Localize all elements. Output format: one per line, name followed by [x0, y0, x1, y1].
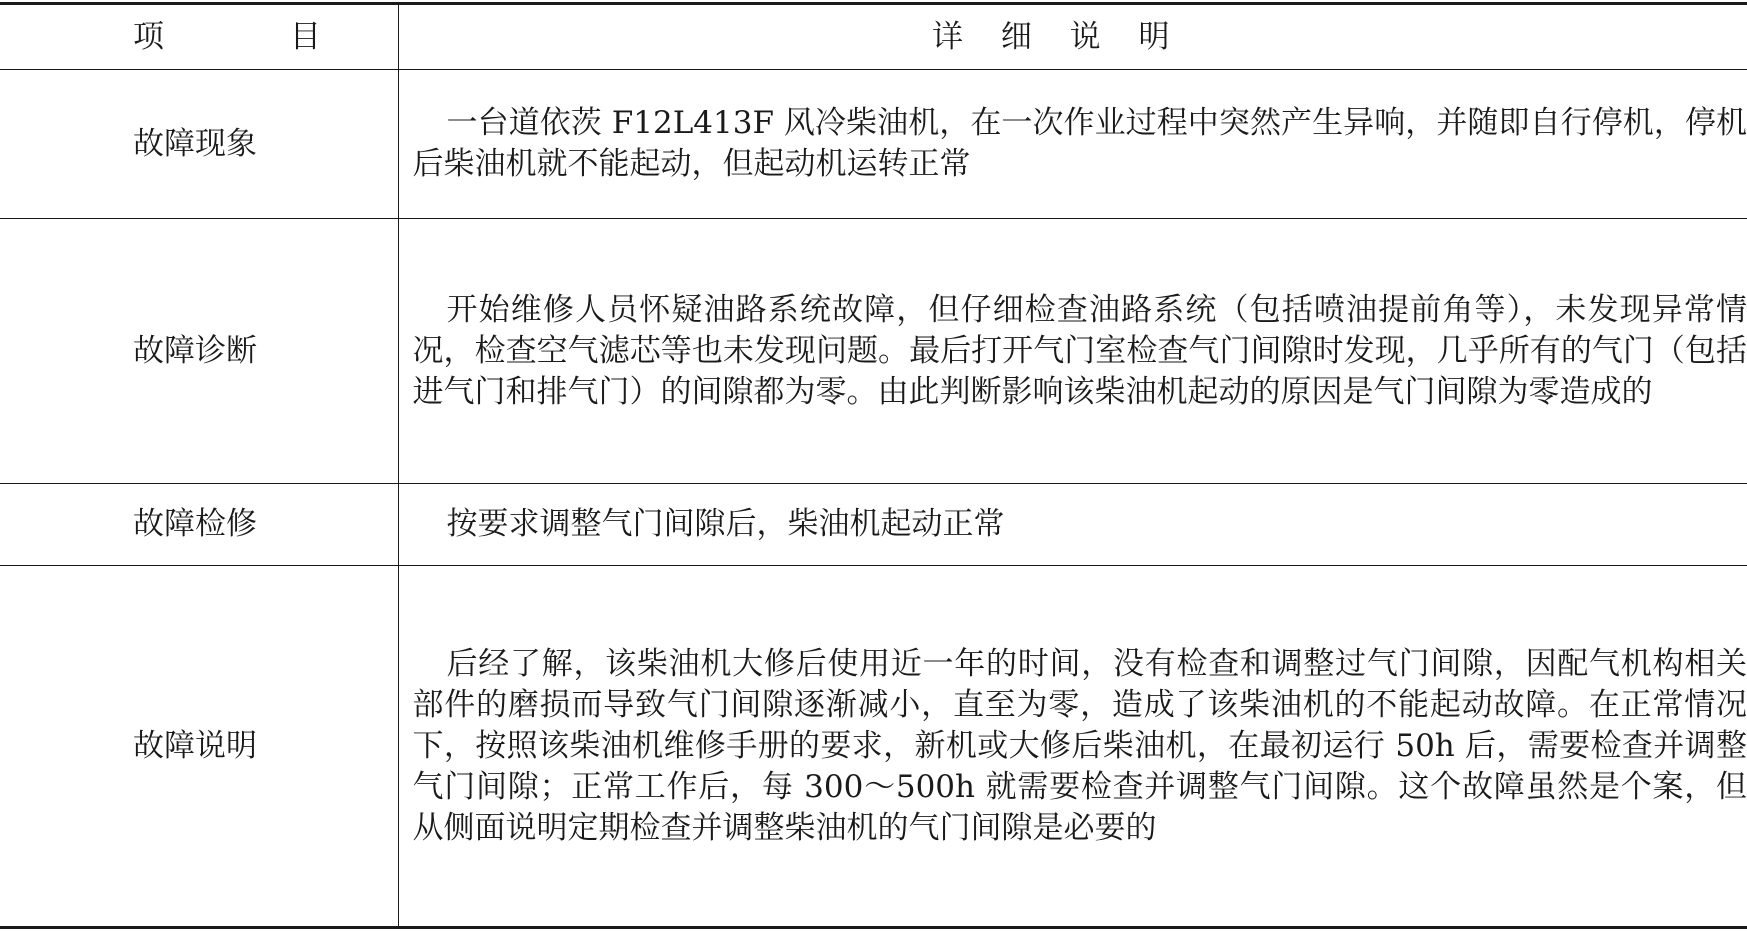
row-detail-cell [398, 484, 1747, 566]
row-item-label: 故障诊断 [0, 219, 398, 484]
row-detail-text: 后经了解，该柴油机大修后使用近一年的时间，没有检查和调整过气门间隙，因配气机构相关部件的磨损而导致气门间隙逐渐减小，直至为零，造成了该柴油机的不能起动故障。在正常情况下，按照该柴油机维修手册的要求，新机或大修后柴油机，在最初运行 50h 后，需要检查并调整气门间隙；正常工作后，每 300～500h 就需要检查并调整气门间隙。这个故障虽然是个案，但从侧面说明定期检查并调整柴油机的气门间隙是必要的 [412, 645, 1747, 846]
row-detail-cell [398, 70, 1747, 219]
row-item-label: 故障检修 [0, 484, 398, 566]
row-item-label: 故障现象 [0, 70, 398, 219]
row-detail-text: 开始维修人员怀疑油路系统故障，但仔细检查油路系统（包括喷油提前角等），未发现异常情况，检查空气滤芯等也未发现问题。最后打开气门室检查气门间隙时发现，几乎所有的气门（包括进气门和排气门）的间隙都为零。由此判断影响该柴油机起动的原因是气门间隙为零造成的 [412, 291, 1747, 410]
row-detail-cell [398, 566, 1747, 928]
fault-case-table [0, 2, 1747, 929]
header-detail: 详 细 说 明 [931, 18, 1184, 55]
table-row [0, 484, 1747, 566]
row-detail-text: 一台道依茨 F12L413F 风冷柴油机，在一次作业过程中突然产生异响，并随即自行停机，停机后柴油机就不能起动，但起动机运转正常 [412, 105, 1747, 182]
table-row [0, 566, 1747, 928]
table-row [0, 70, 1747, 219]
row-detail-cell [398, 219, 1747, 484]
table-header-row [0, 4, 1747, 70]
row-item-label: 故障说明 [0, 566, 398, 928]
row-detail-text: 按要求调整气门间隙后，柴油机起动正常 [446, 506, 1005, 542]
table-row [0, 219, 1747, 484]
header-item: 项 目 [0, 4, 398, 70]
